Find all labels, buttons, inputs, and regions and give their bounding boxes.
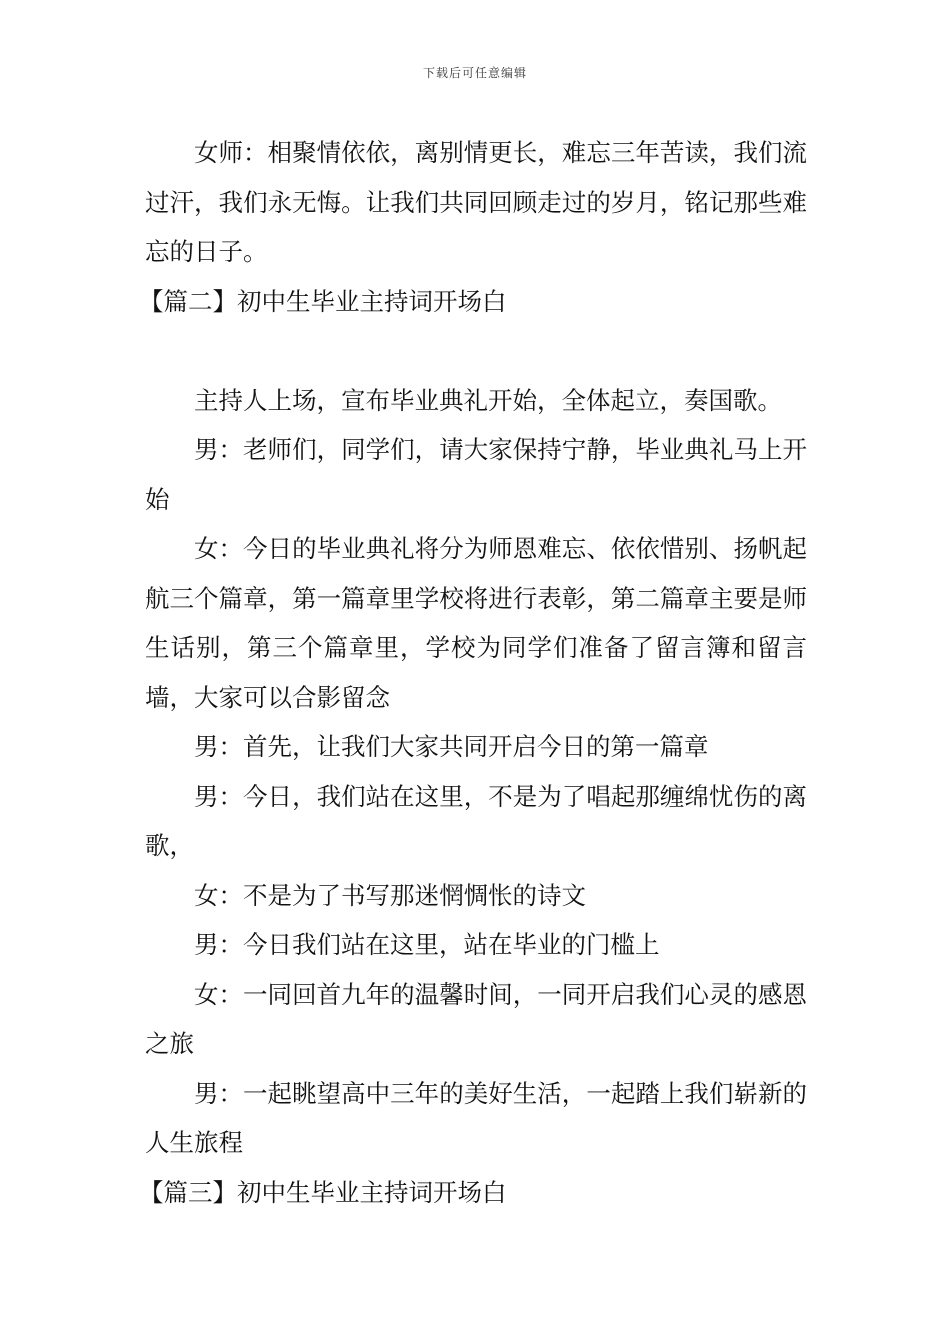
section-heading-part-two: 【篇二】初中生毕业主持词开场白: [139, 286, 507, 316]
paragraph-male-threshold: 男：今日我们站在这里，站在毕业的门槛上: [194, 930, 660, 959]
paragraph-host-opening: 主持人上场，宣布毕业典礼开始，全体起立，奏国歌。: [194, 385, 782, 415]
paragraph-male-new-journey: 男：一起眺望高中三年的美好生活，一起踏上我们崭新的人生旅程: [145, 1078, 807, 1157]
paragraph-female-not-sad-poem: 女：不是为了书写那迷惘惆怅的诗文: [194, 880, 586, 910]
blank-line: [145, 326, 807, 376]
section-heading-part-three: 【篇三】初中生毕业主持词开场白: [139, 1177, 507, 1207]
paragraph-female-teacher-intro: 女师：相聚情依依，离别情更长，难忘三年苦读，我们流过汗，我们永无悔。让我们共同回顾走过的岁月，铭记那些难忘的日子。: [145, 138, 807, 266]
page-header-note: 下载后可任意编辑: [422, 66, 527, 80]
paragraph-female-ceremony-outline: 女：今日的毕业典礼将分为师恩难忘、依依惜别、扬帆起航三个篇章，第一篇章里学校将进行表彰，第二篇章主要是师生话别，第三个篇章里，学校为同学们准备了留言簿和留言墙，大家可以合影留念: [145, 534, 807, 712]
paragraph-male-call-quiet: 男：老师们，同学们，请大家保持宁静，毕业典礼马上开始: [145, 435, 807, 514]
paragraph-female-gratitude: 女：一同回首九年的温馨时间，一同开启我们心灵的感恩之旅: [145, 979, 807, 1058]
paragraph-male-not-sad-song: 男：今日，我们站在这里，不是为了唱起那缠绵忧伤的离歌，: [145, 781, 807, 860]
document-body: [139, 128, 807, 1217]
paragraph-male-first-chapter: 男：首先，让我们大家共同开启今日的第一篇章: [194, 732, 709, 761]
